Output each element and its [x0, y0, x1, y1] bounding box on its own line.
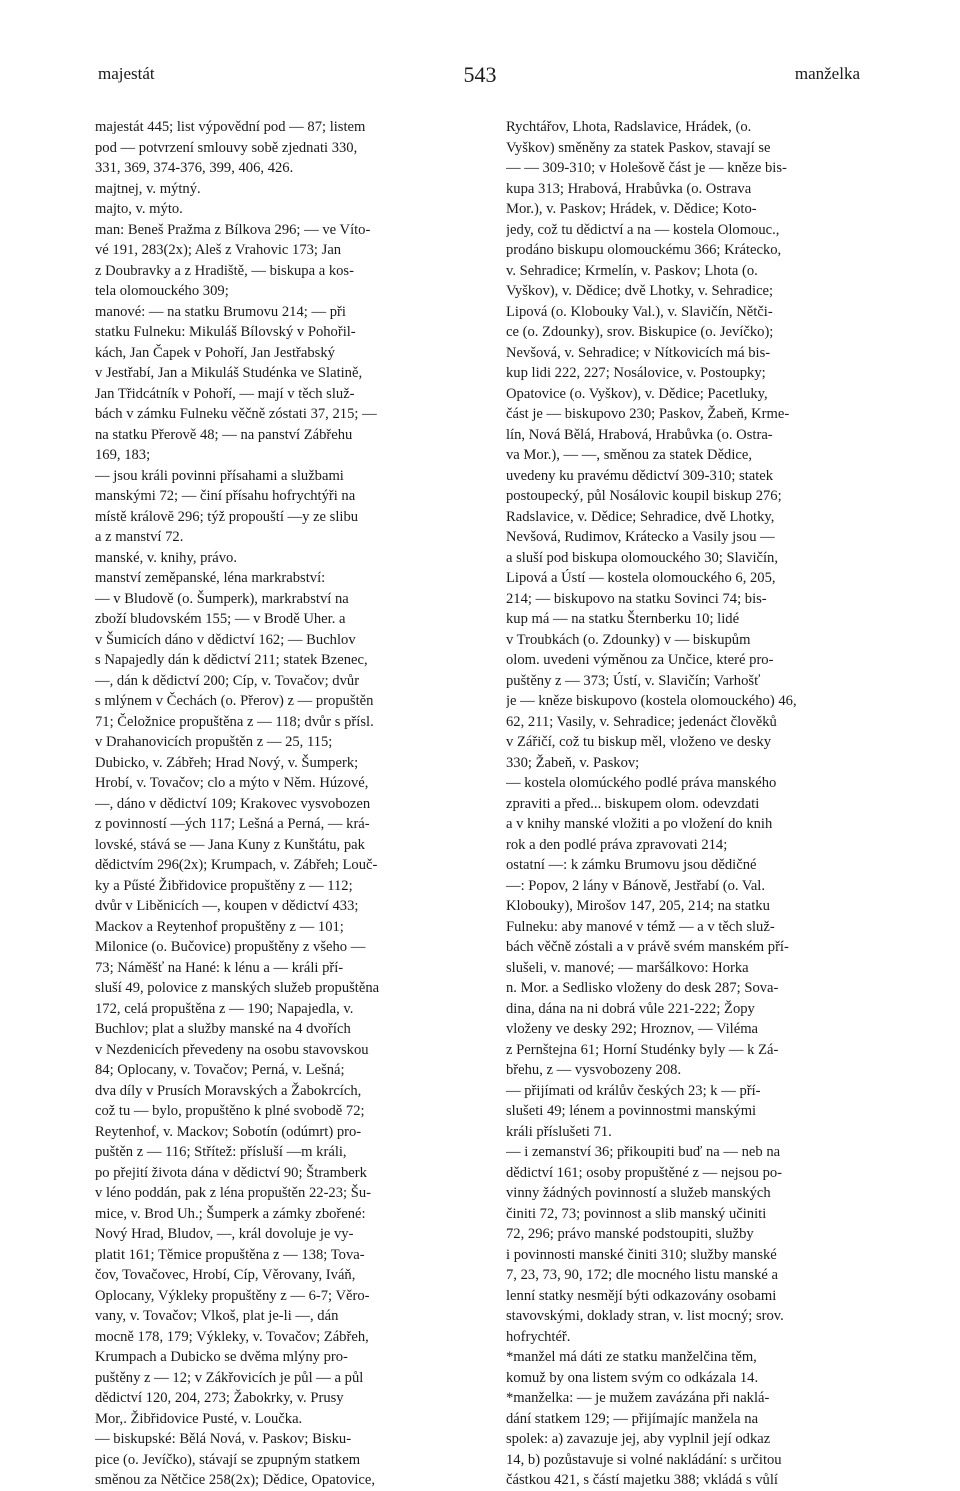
text-line: s Napajedly dán k dědictví 211; statek Bzenec, [95, 652, 368, 668]
text-line: — přijímati od králův českých 23; k — pří- [506, 1082, 761, 1099]
text-line: 7, 23, 73, 90, 172; dle mocného listu manské a [506, 1267, 778, 1283]
text-line: puštěny z — 373; Ústí, v. Slavičín; Varhošť [506, 672, 761, 689]
text-line: břehu, z — vysvobozeny 208. [506, 1062, 682, 1078]
text-line: což tu — bylo, propuštěno k plné svobodě 72; [95, 1103, 365, 1119]
text-line: komuž by ona listem svým co odkázala 14. [506, 1369, 759, 1386]
text-line: postoupecký, půl Nosálovic koupil biskup 276; [506, 488, 782, 504]
text-line: mice, v. Brod Uh.; Šumperk a zámky zbořené: [95, 1205, 366, 1222]
text-line: kup lidi 222, 227; Nosálovice, v. Postoupky; [506, 365, 766, 381]
text-line: manství zeměpanské, léna markrabství: [95, 570, 326, 586]
text-line: po přejití života dána v dědictví 90; Štramberk [95, 1164, 367, 1181]
text-line: olom. uvedeni výměnou za Unčice, které pro- [506, 652, 774, 668]
text-line: Mor.), v. Paskov; Hrádek, v. Dědice; Koto- [506, 201, 757, 217]
text-line: vé 191, 283(2x); Aleš z Vrahovic 173; Jan [95, 242, 342, 258]
text-line: Nevšová, v. Sehradice; v Nítkovicích má bis- [506, 344, 771, 361]
text-line: Fulneku: aby manové v témž — a v těch služ- [506, 918, 775, 935]
text-line: bách v zámku Fulneku věčně zóstati 37, 215; — [95, 406, 377, 422]
text-line: Vyškov) směněny za statek Paskov, stavají se [506, 139, 771, 156]
text-line: — v Bludově (o. Šumperk), markrabství na [95, 590, 349, 607]
text-line: dědictví 120, 204, 273; Žabokrky, v. Prusy [95, 1390, 344, 1406]
text-line: a z manství 72. [95, 529, 184, 545]
text-line: lín, Nová Bělá, Hrabová, Hrabůvka (o. Ostra- [506, 426, 773, 443]
text-line: z Doubravky a z Hradiště, — biskupa a kos- [95, 262, 354, 279]
right-column [506, 117, 884, 1491]
text-line: mocně 178, 179; Výkleky, v. Tovačov; Zábřeh, [95, 1328, 369, 1345]
text-line: statku Fulneku: Mikuláš Bílovský v Pohořil- [95, 324, 356, 340]
text-line: Rychtářov, Lhota, Radslavice, Hrádek, (o. [506, 119, 752, 135]
text-line: — — 309-310; v Holešově část je — kněze bis- [506, 160, 787, 176]
text-line: Nový Hrad, Bludov, —, král dovoluje je vy- [95, 1226, 354, 1242]
text-line: *manžel má dáti ze statku manželčina těm, [506, 1349, 757, 1365]
text-line: prodáno biskupu olomouckému 366; Krátecko, [506, 242, 782, 258]
text-line: 62, 211; Vasily, v. Sehradice; jedenáct člověků [506, 713, 777, 730]
text-line: Klobouky), Mirošov 147, 205, 214; na statku [506, 898, 770, 914]
text-line: lenní statky nesmějí býti odkazovány osobami [506, 1287, 777, 1304]
running-head-right: manželka [794, 64, 860, 83]
text-line: 172, celá propuštěna z — 190; Napajedla, v. [95, 1000, 354, 1017]
text-line: puštěny z — 12; v Zákřovicích je půl — a půl [95, 1369, 364, 1386]
text-line: kupa 313; Hrabová, Hrabůvka (o. Ostrava [506, 180, 752, 197]
text-line: platit 161; Těmice propuštěna z — 138; Tova- [95, 1246, 365, 1263]
text-line: —, dán k dědictví 200; Cíp, v. Tovačov; dvůr [95, 672, 360, 689]
text-line: — i zemanství 36; přikoupiti buď na — neb na [506, 1144, 781, 1160]
page-number: 543 [463, 62, 497, 87]
text-line: na statku Přerově 48; — na panství Zábřehu [95, 426, 353, 443]
text-line: v. Sehradice; Krmelín, v. Paskov; Lhota (o. [506, 262, 758, 279]
text-line: Reytenhof, v. Mackov; Sobotín (odúmrt) pro- [95, 1123, 362, 1140]
text-line: i povinnosti manské činiti 310; služby manské [506, 1246, 777, 1263]
text-line: v Nezdenicích převedeny na osobu stavovskou [95, 1041, 369, 1058]
text-line: dina, dána na ni dobrá vůle 221-222; Žopy [506, 1000, 755, 1017]
text-line: dva díly v Prusích Moravských a Žabokrcích, [95, 1082, 362, 1099]
text-line: dědictví 161; osoby propuštěné z — nejsou po- [506, 1164, 783, 1181]
text-line: Milonice (o. Bučovice) propuštěny z všeho — [95, 939, 366, 955]
text-line: 72, 296; právo manské podstoupiti, služby [506, 1226, 754, 1242]
text-line: 169, 183; [95, 447, 151, 463]
text-line: z povinností —ých 117; Lešná a Perná, — krá- [95, 816, 370, 832]
text-line: manskými 72; — činí přísahu hofrychtýři na [95, 488, 356, 504]
left-column [95, 117, 473, 1491]
text-line: 84; Oplocany, v. Tovačov; Perná, v. Lešná; [95, 1062, 345, 1078]
text-line: pod — potvrzení smlouvy sobě zjednati 330, [95, 139, 358, 156]
text-line: rok a den podlé práva zpravovati 214; [506, 836, 728, 853]
text-line: dvůr v Liběnicích —, koupen v dědictví 433; [95, 898, 359, 914]
text-line: 14, b) pozůstavuje si volné nakládání: s určitou [506, 1451, 782, 1468]
text-line: 331, 369, 374-376, 399, 406, 426. [95, 160, 294, 176]
text-line: Nevšová, Rudimov, Krátecko a Vasily jsou — [506, 529, 775, 545]
text-line: vloženy ve desky 292; Hroznov, — Viléma [506, 1021, 759, 1037]
text-line: v Jestřabí, Jan a Mikuláš Studénka ve Slatině, [95, 365, 363, 381]
text-line: Opatovice (o. Vyškov), v. Dědice; Pacetluky, [506, 385, 768, 402]
text-line: jedy, což tu dědictví a na — kostela Olomouc., [506, 221, 780, 238]
text-line: dání statkem 129; — přijímajíc manžela na [506, 1410, 759, 1427]
text-line: Mor,. Žibřidovice Pusté, v. Loučka. [95, 1410, 303, 1427]
text-line: místě královĕ 296; týž propouští —y ze slibu [95, 508, 359, 525]
text-line: sluší 49, polovice z manských služeb propuštěna [95, 980, 380, 996]
text-line: je — kněze biskupovo (kostela olomouckého) 46, [506, 693, 797, 709]
text-line: Radslavice, v. Dědice; Sehradice, dvě Lhotky, [506, 508, 775, 525]
text-line: v Troubkách (o. Zdounky) v — biskupům [506, 631, 751, 648]
text-line: Lipová (o. Klobouky Val.), v. Slavičín, Nětči- [506, 303, 773, 320]
text-line: Hrobí, v. Tovačov; clo a mýto v Něm. Húzové, [95, 775, 369, 791]
text-line: —: Popov, 2 lány v Bánově, Jestřabí (o. Val. [506, 877, 766, 894]
text-line: Mackov a Reytenhof propuštěny z — 101; [95, 918, 344, 935]
text-line: zboží bludovském 155; — v Brodě Uher. a [95, 611, 346, 627]
text-line: králi příslušeti 71. [506, 1123, 612, 1140]
text-line: man: Beneš Pražma z Bílkova 296; — ve Víto- [95, 221, 371, 238]
text-line: Dubicko, v. Zábřeh; Hrad Nový, v. Šumperk; [95, 754, 359, 771]
text-line: ostatní —: k zámku Brumovu jsou dědičné [506, 857, 757, 873]
text-line: a v knihy manské vložiti a po vložení do knih [506, 816, 773, 832]
text-line: majestát 445; list výpovědní pod — 87; listem [95, 119, 366, 135]
text-line: —, dáno v dědictví 109; Krakovec vysvobozen [95, 795, 371, 812]
text-line: Buchlov; plat a služby manské na 4 dvořích [95, 1021, 351, 1037]
text-line: dědictvím 296(2x); Krumpach, v. Zábřeh; Louč- [95, 857, 378, 873]
text-line: v Šumicích dáno v dědictví 162; — Buchlov [95, 631, 356, 648]
text-line: a sluší pod biskupa olomouckého 30; Slavičín, [506, 549, 778, 566]
text-line: pice (o. Jevíčko), stávají se zpupným statkem [95, 1451, 361, 1468]
text-line: 73; Náměšť na Hané: k lénu a — králi pří- [95, 959, 344, 976]
text-line: uvedeny ku pravému dědictví 309-310; statek [506, 467, 774, 484]
text-line: s mlýnem v Čechách (o. Přerov) z — propuštěn [95, 693, 374, 709]
text-line: čov, Tovačovec, Hrobí, Cíp, Věrovany, Iváň, [95, 1267, 356, 1283]
text-line: směnou za Nětčice 258(2x); Dědice, Opatovice, [95, 1472, 376, 1488]
text-line: Oplocany, Výkleky propuštěny z — 6-7; Věro- [95, 1287, 370, 1304]
text-line: — kostela olomúckého podlé práva manského [506, 775, 777, 791]
text-line: slušeti 49; lénem a povinnostmi manskými [506, 1103, 757, 1119]
text-line: Krumpach a Dubicko se dvěma mlýny pro- [95, 1349, 348, 1365]
text-line: v Drahanovicích propuštěn z — 25, 115; [95, 734, 333, 750]
text-line: v Zářičí, což tu biskup měl, vloženo ve desky [506, 734, 772, 750]
text-line: kách, Jan Čapek v Pohoří, Jan Jestřabský [95, 344, 335, 361]
text-line: Vyškov), v. Dědice; dvě Lhotky, v. Sehradice; [506, 283, 774, 299]
text-line: tela olomouckého 309; [95, 283, 229, 299]
text-line: spolek: a) zavazuje jej, aby vyplnil její odkaz [506, 1431, 771, 1447]
text-line: bách věčně zóstali a v právě svém manském pří- [506, 939, 789, 955]
text-line: slušeli, v. manové; — maršálkovo: Horka [506, 959, 749, 976]
text-line: manové: — na statku Brumovu 214; — při [95, 303, 346, 320]
text-line: vany, v. Tovačov; Vlkoš, plat je-li —, dán [95, 1308, 339, 1324]
text-line: Jan Třidcátník v Pohoří, — mají v těch služ- [95, 385, 355, 402]
text-line: zpraviti a před... biskupem olom. odevzdati [506, 795, 760, 812]
text-line: *manželka: — je mužem zavázána při naklá- [506, 1390, 770, 1406]
text-line: puštěn z — 116; Střítež: přísluší —m králi, [95, 1144, 347, 1160]
text-line: 71; Čeložnice propuštěna z — 118; dvůr s přísl. [95, 713, 374, 730]
text-line: kup má — na statku Šternberku 10; lidé [506, 611, 740, 627]
text-line: 330; Žabeň, v. Paskov; [506, 754, 640, 771]
text-line: ky a Pűsté Žibřidovice propuštěny z — 112; [95, 877, 353, 894]
text-line: manské, v. knihy, právo. [95, 549, 237, 566]
text-line: ce (o. Zdounky), srov. Biskupice (o. Jevíčko); [506, 324, 774, 340]
text-line: v léno poddán, pak z léna propuštěn 22-23; Šu- [95, 1185, 372, 1201]
text-line: majto, v. mýto. [95, 201, 183, 217]
text-line: část je — biskupovo 230; Paskov, Žabeň, Krme- [506, 406, 790, 422]
text-line: — jsou králi povinni přísahami a službami [95, 467, 344, 484]
text-line: lovské, stává se — Jana Kuny z Kunštátu, pak [95, 836, 365, 853]
text-line: činiti 72, 73; povinnost a slib manský učiniti [506, 1205, 767, 1222]
text-line: stavovskými, doklady stran, v. list mocný; srov. [506, 1308, 784, 1324]
text-line: částkou 421, s částí majetku 388; vkládá s vůlí [506, 1472, 778, 1488]
text-line: majtnej, v. mýtný. [95, 180, 201, 197]
text-line: vinny žádných povinností a služeb manských [506, 1185, 771, 1201]
text-line: hofrychtéř. [506, 1328, 571, 1345]
text-line: Lipová a Ústí — kostela olomouckého 6, 205, [506, 570, 776, 586]
text-line: z Pernštejna 61; Horní Studénky byly — k Zá- [506, 1041, 779, 1058]
text-line: n. Mor. a Sedlisko vloženy do desk 287; Sova- [506, 980, 779, 996]
text-line: — biskupské: Bělá Nová, v. Paskov; Bisku- [95, 1431, 352, 1447]
text-line: 214; — biskupovo na statku Sovinci 74; bis- [506, 590, 767, 607]
running-head-left: majestát [98, 64, 155, 83]
text-line: va Mor.), — —, směnou za statek Dědice, [506, 447, 752, 463]
